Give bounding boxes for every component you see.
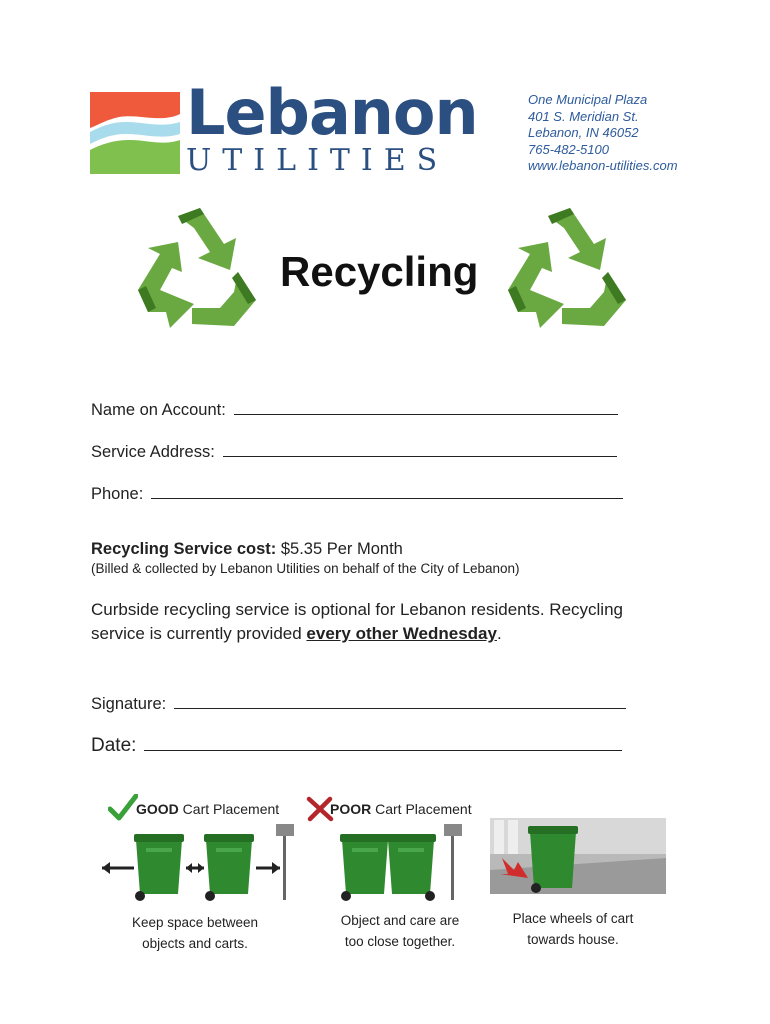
billing-note: (Billed & collected by Lebanon Utilities on behalf of the City of Lebanon) xyxy=(91,561,520,576)
phone-label: Phone: xyxy=(91,485,144,503)
poor-placement-illustration xyxy=(330,820,470,902)
trash-cart-icon xyxy=(204,834,254,901)
recycle-icon xyxy=(138,208,258,328)
curbside-info xyxy=(91,598,671,646)
curbside-end: . xyxy=(496,624,502,643)
signature-field[interactable] xyxy=(91,692,626,714)
contact-line: One Municipal Plaza xyxy=(528,92,648,107)
service-cost xyxy=(91,540,403,559)
good-placement-title xyxy=(136,801,279,817)
name-on-account-label: Name on Account: xyxy=(91,401,226,419)
service-cost-value: $5.35 Per Month xyxy=(280,540,403,558)
caption-line: Place wheels of cart xyxy=(512,911,634,926)
date-label: Date: xyxy=(91,735,137,756)
trash-cart-icon xyxy=(134,834,184,901)
checkmark-icon xyxy=(108,794,138,822)
lebanon-logo-mark xyxy=(90,92,180,174)
good-placement-illustration xyxy=(100,820,300,902)
name-on-account-field[interactable] xyxy=(91,398,618,420)
caption-line: Object and care are xyxy=(340,913,460,928)
poor-placement-title xyxy=(330,801,472,817)
cart-near-house-photo xyxy=(490,818,666,894)
name-on-account-line[interactable] xyxy=(234,398,618,415)
trash-cart-icon xyxy=(528,826,578,893)
caption-line: towards house. xyxy=(527,932,619,947)
placement-label: Cart Placement xyxy=(182,801,280,817)
placement-label: Cart Placement xyxy=(375,801,472,817)
service-address-line[interactable] xyxy=(223,440,617,457)
contact-line: Lebanon, IN 46052 xyxy=(528,125,639,140)
signature-label: Signature: xyxy=(91,695,167,713)
signature-line[interactable] xyxy=(174,692,626,709)
phone-line[interactable] xyxy=(151,482,623,499)
caption-line: Keep space between xyxy=(131,915,259,930)
trash-cart-icon xyxy=(340,834,390,901)
brand-subtitle: UTILITIES xyxy=(186,143,449,178)
caption-line: too close together. xyxy=(344,934,456,949)
recycle-icon xyxy=(508,208,628,328)
good-placement-caption xyxy=(110,912,280,954)
poor-placement-caption xyxy=(315,910,485,952)
contact-phone: 765-482-5100 xyxy=(528,141,609,157)
curbside-text: Curbside recycling service is optional for Lebanon residents. Recycling service is currently provided xyxy=(91,600,623,643)
house-placement-caption xyxy=(488,908,658,950)
contact-line: 401 S. Meridian St. xyxy=(528,108,639,124)
curbside-schedule: every other Wednesday xyxy=(306,624,497,643)
brand-name: Lebanon xyxy=(186,76,478,149)
service-address-field[interactable] xyxy=(91,440,617,462)
contact-block xyxy=(528,92,678,175)
date-field[interactable] xyxy=(91,734,622,757)
page-title: Recycling xyxy=(280,248,479,295)
trash-cart-icon xyxy=(386,834,436,901)
good-word: GOOD xyxy=(136,801,179,817)
poor-word: POOR xyxy=(330,801,372,817)
service-address-label: Service Address: xyxy=(91,443,215,461)
service-cost-label: Recycling Service cost: xyxy=(91,540,277,558)
date-line[interactable] xyxy=(144,734,622,751)
caption-line: objects and carts. xyxy=(142,936,248,951)
contact-website: www.lebanon-utilities.com xyxy=(528,158,678,173)
phone-field[interactable] xyxy=(91,482,623,504)
